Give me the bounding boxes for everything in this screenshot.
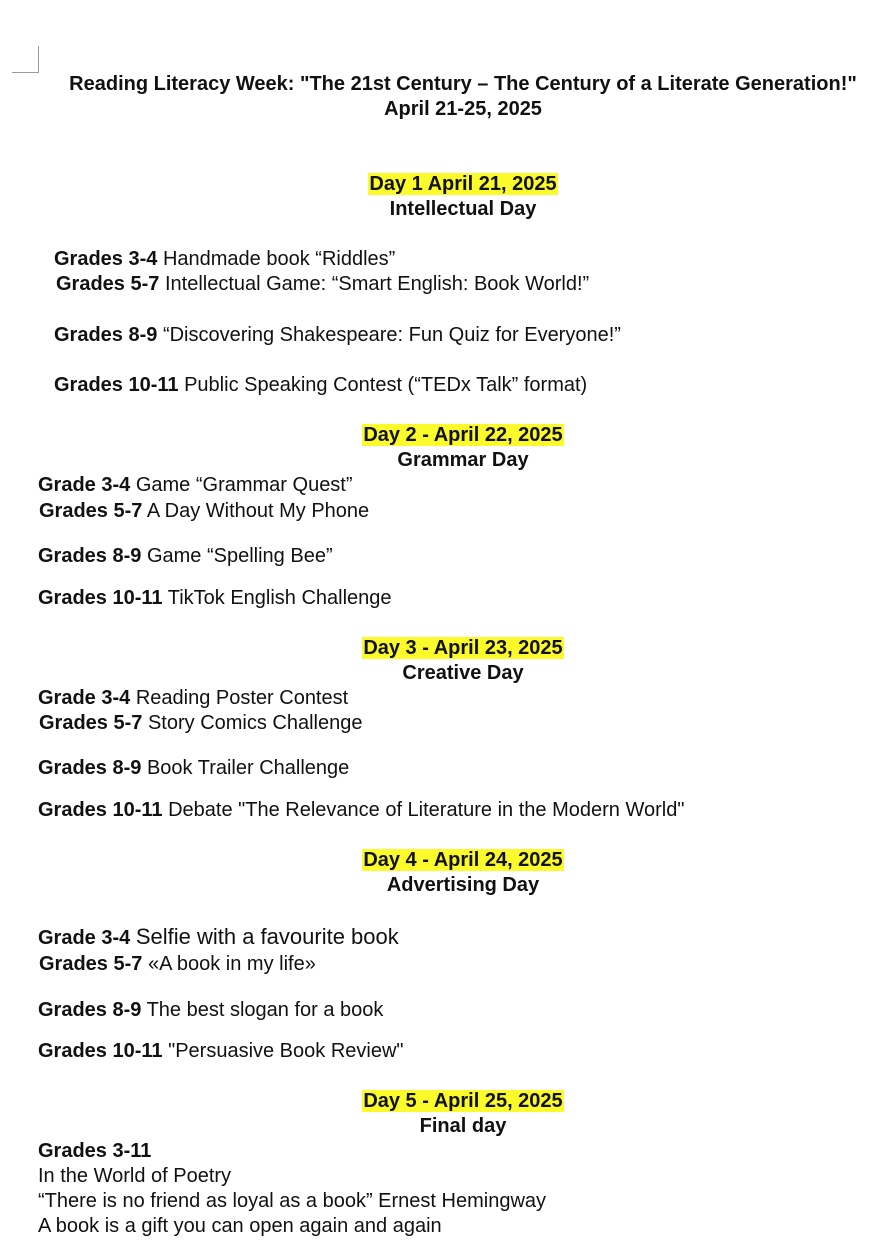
day-1-date-text: Day 1 April 21, 2025 [369,173,557,195]
grade-label: Grades 5-7 [56,273,160,295]
day-4-item [39,952,316,976]
day-5-line: A book is a gift you can open again and again [38,1215,442,1237]
day-3-item [38,686,348,710]
day-4-item [38,998,383,1022]
day-2-item [38,473,353,497]
day-2-item [38,544,333,568]
day-3-theme: Creative Day [402,662,524,684]
day-5-line: In the World of Poetry [38,1165,232,1187]
grade-label: Grades 10-11 [38,1040,163,1062]
day-4-item [38,1039,404,1063]
activity-text: "Persuasive Book Review" [168,1040,404,1062]
grade-label: Grades 10-11 [38,587,163,609]
day-1-item [54,247,395,271]
activity-text: TikTok English Challenge [167,587,392,609]
day-3-date-text: Day 3 - April 23, 2025 [363,637,563,659]
day-5-line: “There is no friend as loyal as a book” Ernest Hemingway [38,1190,547,1212]
grade-label: Grades 8-9 [54,324,158,346]
activity-text: Game “Grammar Quest” [135,474,353,496]
grade-label: Grades 5-7 [39,953,143,975]
grade-label: Grades 5-7 [39,500,143,522]
day-4-date-text: Day 4 - April 24, 2025 [363,849,563,871]
day-3-item [38,756,349,780]
day-2-item [38,586,392,610]
day-5-grade-label: Grades 3-11 [38,1140,152,1162]
day-2-date-text: Day 2 - April 22, 2025 [363,424,563,446]
grade-label: Grade 3-4 [38,927,131,949]
day-2-date [0,423,880,447]
day-4-theme: Advertising Day [386,874,540,896]
day-4-date [0,848,880,872]
day-5-date [0,1089,880,1113]
grade-label: Grade 3-4 [38,474,131,496]
activity-text: Game “Spelling Bee” [146,545,333,567]
activity-text: “Discovering Shakespeare: Fun Quiz for Everyone!” [162,324,621,346]
activity-text: Selfie with a favourite book [135,924,399,949]
document-dates: April 21-25, 2025 [384,98,542,120]
day-3-date [0,636,880,660]
activity-text: Debate "The Relevance of Literature in the Modern World" [168,799,685,821]
activity-text: Handmade book “Riddles” [162,248,396,270]
activity-text: The best slogan for a book [146,999,384,1021]
activity-text: Story Comics Challenge [147,712,363,734]
day-1-item [54,323,621,347]
day-4-item [38,925,399,950]
grade-label: Grades 8-9 [38,545,142,567]
day-3-item [38,798,684,822]
day-1-item [56,272,589,296]
grade-label: Grades 10-11 [54,374,179,396]
page-corner-marker [12,46,39,73]
document-title: Reading Literacy Week: "The 21st Century – The Century of a Literate Generation!" [69,73,857,95]
day-5-theme: Final day [419,1115,507,1137]
activity-text: A Day Without My Phone [146,500,370,522]
grade-label: Grades 5-7 [39,712,143,734]
grade-label: Grades 8-9 [38,757,142,779]
day-2-item [39,499,369,523]
activity-text: «A book in my life» [147,953,316,975]
grade-label: Grade 3-4 [38,687,131,709]
grade-label: Grades 3-4 [54,248,158,270]
day-1-item [54,373,587,397]
activity-text: Book Trailer Challenge [146,757,350,779]
day-5-date-text: Day 5 - April 25, 2025 [363,1090,563,1112]
grade-label: Grades 8-9 [38,999,142,1021]
activity-text: Public Speaking Contest (“TEDx Talk” format) [184,374,588,396]
day-3-item [39,711,362,735]
day-1-theme: Intellectual Day [389,198,537,220]
grade-label: Grades 10-11 [38,799,163,821]
day-2-theme: Grammar Day [397,449,529,471]
day-1-date [0,172,880,196]
activity-text: Intellectual Game: “Smart English: Book World!” [164,273,590,295]
activity-text: Reading Poster Contest [135,687,349,709]
